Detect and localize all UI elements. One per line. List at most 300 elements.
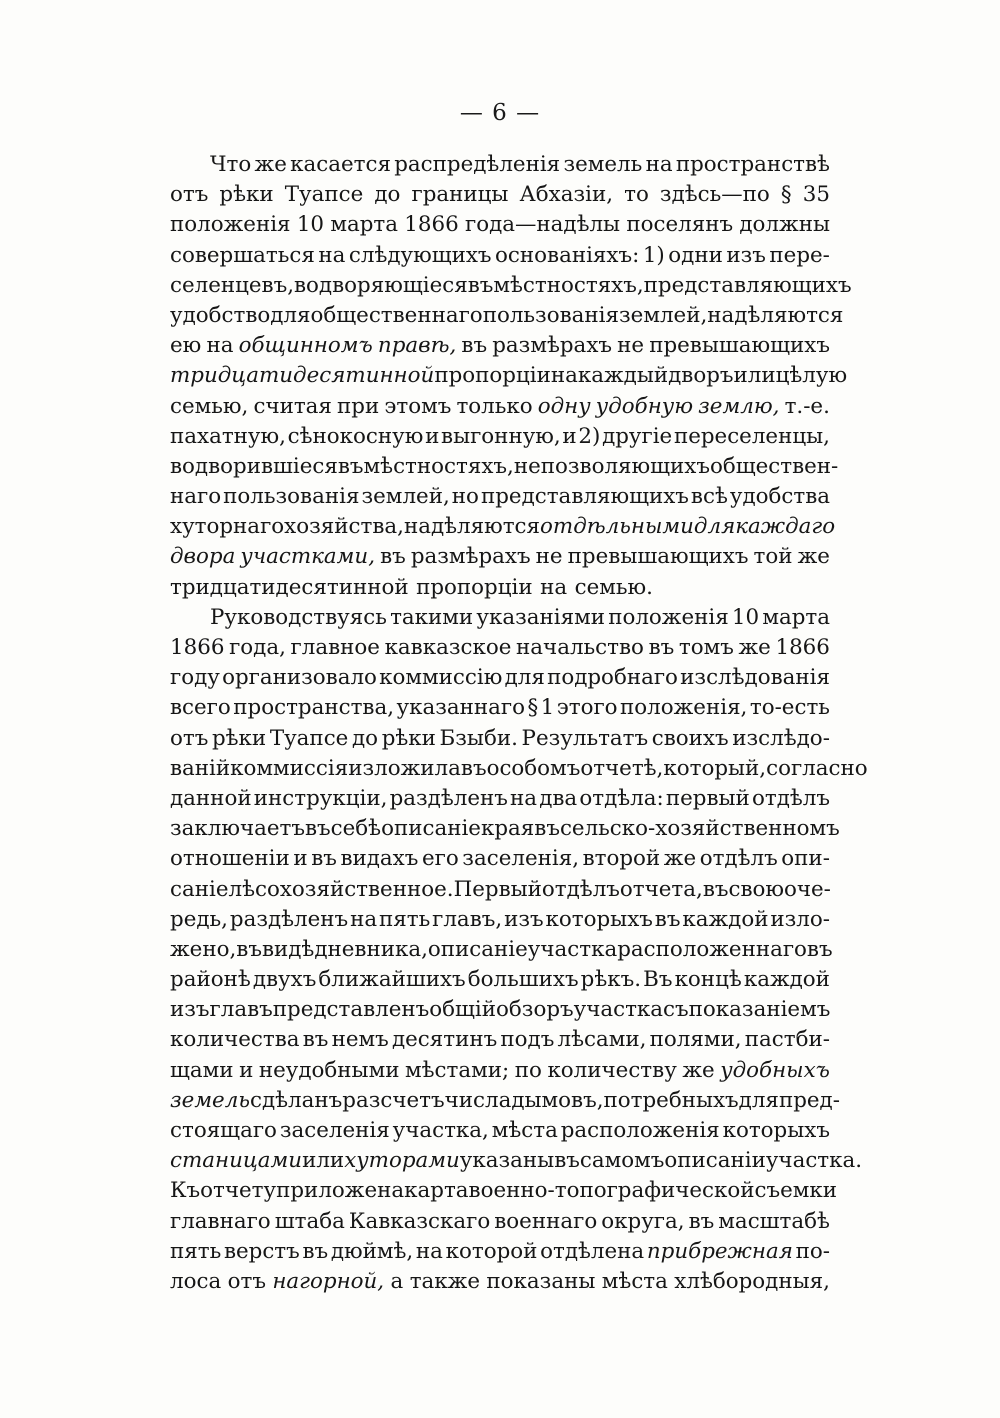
- word: и: [425, 423, 440, 449]
- word: Руководствуясь: [210, 604, 387, 630]
- body-text: [170, 150, 868, 1297]
- word: концѣ: [674, 967, 742, 993]
- word: видѣ: [261, 936, 315, 962]
- word: края: [480, 816, 535, 842]
- word: поселянъ: [626, 212, 734, 238]
- word: десятинъ: [391, 1027, 498, 1053]
- word: заключаетъ: [170, 816, 305, 842]
- word: пользованія: [223, 484, 360, 510]
- word: совершаться: [170, 242, 315, 268]
- word: 1866: [170, 635, 225, 660]
- word: въ: [302, 1027, 329, 1053]
- word: Въ: [643, 967, 673, 993]
- word: дымовъ,: [511, 1087, 604, 1113]
- word: стоящаго: [170, 1118, 277, 1143]
- word: въ: [302, 1238, 329, 1264]
- word: въ: [702, 876, 729, 902]
- word: другіе: [602, 423, 673, 449]
- word: сѣнокосную: [287, 423, 424, 449]
- word: Результатъ: [521, 725, 649, 751]
- word: Кавказскаго: [348, 1208, 491, 1234]
- text-line: [170, 1025, 830, 1055]
- word: Что: [210, 152, 252, 177]
- word: пред-: [778, 1087, 840, 1113]
- word: мѣста: [491, 1118, 558, 1143]
- italic-word: прибрежная: [646, 1238, 793, 1264]
- word: первый: [665, 785, 750, 811]
- word: въ: [654, 906, 681, 932]
- word: то-есть: [749, 695, 830, 721]
- text-line: [170, 422, 830, 452]
- word: общественнаго: [310, 302, 483, 328]
- text-line: [170, 844, 830, 874]
- word: году: [170, 665, 220, 691]
- word: на: [510, 785, 538, 811]
- word: выгонную,: [441, 423, 561, 449]
- text-line: [170, 875, 830, 905]
- word: Первый: [453, 876, 542, 902]
- word: ближайшихъ: [318, 967, 466, 993]
- text-line: [170, 241, 830, 271]
- word: основаніяхъ:: [495, 242, 640, 268]
- word: размѣрахъ: [410, 544, 531, 570]
- word: марта: [330, 212, 398, 238]
- word: два: [539, 785, 578, 811]
- word: этомъ: [384, 393, 452, 419]
- word: надѣляются: [707, 302, 844, 328]
- word: водворяющіеся: [294, 272, 468, 298]
- word: пользованія: [482, 302, 619, 328]
- word: въ: [688, 1208, 715, 1234]
- italic-word: общинномъ: [238, 333, 373, 359]
- word: считая: [253, 393, 332, 419]
- word: также: [409, 1268, 480, 1294]
- word: пере-: [769, 242, 830, 268]
- word: водворившіеся: [170, 453, 338, 479]
- word: Къ: [170, 1178, 201, 1204]
- word: мѣста: [601, 1268, 668, 1294]
- word: и: [239, 1057, 254, 1083]
- text-line: [170, 210, 830, 240]
- word: мѣстностяхъ,: [493, 272, 644, 298]
- word: опи-: [781, 846, 830, 872]
- word: на: [415, 1238, 443, 1264]
- word: себѣ: [330, 816, 382, 842]
- word: особомъ: [486, 755, 581, 781]
- word: 10: [731, 604, 760, 630]
- word: въ: [554, 1148, 580, 1174]
- word: подробнаго: [547, 665, 678, 691]
- word: потребныхъ: [603, 1087, 739, 1113]
- word: Абхазіи,: [519, 182, 614, 208]
- word: рѣки: [211, 725, 267, 751]
- word: начальство: [516, 635, 644, 660]
- word: но: [451, 484, 479, 510]
- word: пространствѣ: [675, 152, 830, 177]
- word: изслѣдованія: [680, 665, 830, 691]
- word: ваній: [170, 755, 231, 781]
- word: 35: [802, 182, 830, 208]
- text-line: [170, 905, 830, 935]
- word: участка.: [765, 1148, 863, 1174]
- word: участка: [573, 997, 664, 1023]
- text-line: [170, 1116, 830, 1146]
- text-line: [170, 1237, 830, 1267]
- word: Туапсе: [269, 725, 349, 751]
- italic-word: отдѣльными: [540, 514, 694, 540]
- word: мѣстами;: [405, 1057, 510, 1083]
- word: коммиссію: [379, 665, 503, 691]
- word: редь,: [170, 906, 228, 932]
- word: только: [456, 393, 533, 419]
- word: отдѣлена: [540, 1238, 645, 1264]
- italic-word: для: [693, 514, 736, 540]
- word: марта: [762, 604, 830, 630]
- word: пропорціи: [416, 574, 533, 600]
- word: которыхъ: [545, 906, 653, 932]
- text-line: [170, 1056, 830, 1086]
- word: на: [206, 333, 234, 359]
- italic-word: хуторами: [344, 1148, 460, 1174]
- word: изложила: [348, 755, 461, 781]
- word: касается: [290, 152, 391, 177]
- word: изъ: [726, 242, 766, 268]
- word: полями,: [649, 1027, 742, 1053]
- italic-word: станицами: [170, 1148, 303, 1174]
- word: на: [540, 574, 568, 600]
- word: указаны: [459, 1148, 555, 1174]
- word: той: [753, 544, 793, 570]
- word: главъ: [209, 997, 273, 1023]
- word: отдѣлъ: [541, 876, 620, 902]
- word: показаніемъ: [688, 997, 831, 1023]
- word: представленъ: [272, 997, 430, 1023]
- word: кавказское: [384, 635, 512, 660]
- word: каждой: [682, 906, 769, 932]
- text-line: [170, 633, 830, 663]
- word: большихъ: [467, 967, 579, 993]
- word: отчета,: [619, 876, 703, 902]
- italic-word: нагорной,: [272, 1268, 385, 1294]
- word: здѣсь—по: [659, 182, 770, 208]
- word: отъ: [170, 725, 209, 751]
- word: своихъ: [651, 725, 729, 751]
- word: указаніями: [476, 604, 605, 630]
- word: отчетѣ,: [580, 755, 664, 781]
- word: положенія: [170, 212, 291, 238]
- word: рѣки: [219, 182, 274, 208]
- word: двухъ: [252, 967, 317, 993]
- italic-word: одну: [537, 393, 591, 419]
- word: 2): [578, 423, 601, 449]
- word: же: [797, 544, 830, 570]
- word: пространства,: [233, 695, 395, 721]
- word: до: [374, 182, 401, 208]
- word: участка,: [392, 1118, 489, 1143]
- text-line: [170, 1267, 830, 1297]
- word: на: [645, 152, 673, 177]
- word: же: [663, 846, 697, 872]
- text-line: [170, 754, 868, 784]
- word: расположенія: [560, 1118, 720, 1143]
- word: для: [738, 1087, 779, 1113]
- word: тридцатидесятинной: [170, 574, 409, 600]
- word: числа: [444, 1087, 512, 1113]
- word: описаніе: [381, 816, 481, 842]
- word: всѣ: [690, 484, 728, 510]
- word: положенія,: [620, 695, 748, 721]
- text-line: [170, 1086, 840, 1116]
- word: одни: [668, 242, 723, 268]
- word: превышающихъ: [567, 544, 749, 570]
- word: наго: [170, 484, 222, 510]
- word: въ: [311, 846, 337, 872]
- word: Бзыби.: [439, 725, 518, 751]
- word: землей,: [361, 484, 450, 510]
- word: семью,: [170, 393, 249, 419]
- word: отдѣлъ: [699, 846, 778, 872]
- word: количеству: [547, 1057, 677, 1083]
- word: томъ: [678, 635, 734, 660]
- word: штаба: [274, 1208, 345, 1234]
- word: пять: [170, 1238, 222, 1264]
- italic-word: двора: [170, 544, 236, 570]
- text-line: [170, 1176, 838, 1206]
- word: хуторнаго: [170, 514, 285, 540]
- word: показаны: [486, 1268, 596, 1294]
- word: удобства: [729, 484, 830, 510]
- word: при: [337, 393, 380, 419]
- word: изслѣдо-: [732, 725, 830, 751]
- word: инструкціи,: [253, 785, 388, 811]
- word: лѣсами,: [557, 1027, 647, 1053]
- word: дюймѣ,: [330, 1238, 414, 1264]
- word: подъ: [500, 1027, 555, 1053]
- word: организовало: [222, 665, 377, 691]
- word: семью.: [574, 574, 653, 600]
- word: 1866: [404, 212, 459, 238]
- italic-word: удобныхъ: [720, 1057, 830, 1083]
- word: которыхъ: [722, 1118, 830, 1143]
- word: каждой: [743, 967, 830, 993]
- word: военнаго: [494, 1208, 598, 1234]
- word: въ: [305, 816, 331, 842]
- word: видахъ: [340, 846, 419, 872]
- text-line: [170, 150, 830, 180]
- word: по: [514, 1057, 542, 1083]
- word: землей,: [619, 302, 708, 328]
- word: ею: [170, 333, 202, 359]
- word: изъ: [170, 997, 210, 1023]
- word: съ: [663, 997, 689, 1023]
- word: или: [302, 1148, 345, 1174]
- word: пять: [379, 906, 431, 932]
- word: отъ: [227, 1268, 266, 1294]
- word: въ: [461, 333, 488, 359]
- word: главъ,: [432, 906, 503, 932]
- word: въ: [236, 936, 262, 962]
- word: размѣрахъ: [492, 333, 612, 359]
- word: участка: [527, 936, 618, 962]
- word: количества: [170, 1027, 300, 1053]
- word: сельско-хозяйственномъ: [559, 816, 840, 842]
- text-line: [170, 512, 836, 542]
- text-line: [170, 1207, 830, 1237]
- word: Туапсе: [284, 182, 364, 208]
- word: сдѣланъ: [250, 1087, 343, 1113]
- text-line: [170, 965, 830, 995]
- word: щами: [170, 1057, 234, 1083]
- word: года,: [229, 635, 286, 660]
- word: лоса: [170, 1268, 222, 1294]
- word: мѣстностяхъ,: [363, 453, 514, 479]
- text-line: [170, 603, 830, 633]
- italic-word: участками,: [240, 544, 375, 570]
- word: 1): [642, 242, 665, 268]
- word: же: [254, 152, 287, 177]
- word: неудобными: [258, 1057, 400, 1083]
- word: 1: [540, 695, 555, 721]
- word: изъ: [504, 906, 544, 932]
- word: рѣки: [381, 725, 436, 751]
- text-line: [170, 1146, 863, 1176]
- text-line: [170, 361, 848, 391]
- word: земель: [563, 152, 643, 177]
- word: пахатную,: [170, 423, 286, 449]
- word: всего: [170, 695, 231, 721]
- word: или: [733, 363, 776, 389]
- text-line: [170, 784, 830, 814]
- word: удобство: [170, 302, 271, 328]
- word: верстъ: [223, 1238, 300, 1264]
- word: отдѣлъ: [751, 785, 830, 811]
- text-line: [170, 452, 839, 482]
- word: изло-: [770, 906, 830, 932]
- word: которой: [445, 1238, 538, 1264]
- word: разсчетъ: [342, 1087, 445, 1113]
- word: раздѣленъ: [389, 785, 508, 811]
- word: такими: [390, 604, 474, 630]
- word: распредѣленія: [394, 152, 561, 177]
- word: года—надѣлы: [464, 212, 621, 238]
- word: описаніе: [427, 936, 528, 962]
- word: съемки: [754, 1178, 838, 1204]
- word: хлѣбородныя,: [674, 1268, 830, 1294]
- text-line: [170, 663, 830, 693]
- text-line: [170, 542, 830, 572]
- word: границы: [411, 182, 509, 208]
- text-line: [170, 935, 833, 965]
- word: самомъ: [579, 1148, 665, 1174]
- word: отдѣла:: [579, 785, 664, 811]
- word: свою: [728, 876, 784, 902]
- word: положенія: [608, 604, 729, 630]
- word: военно-топографической: [468, 1178, 755, 1204]
- page-number: — 6 —: [459, 100, 541, 126]
- word: приложена: [276, 1178, 405, 1204]
- word: слѣдующихъ: [348, 242, 492, 268]
- text-line: [170, 392, 830, 422]
- word: этого: [556, 695, 618, 721]
- text-line: [170, 573, 830, 603]
- word: не: [617, 333, 645, 359]
- word: въ: [380, 544, 406, 570]
- word: карта: [404, 1178, 469, 1204]
- text-line: [170, 271, 852, 301]
- word: обзоръ: [496, 997, 574, 1023]
- word: отношеніи: [170, 846, 290, 872]
- word: надѣляются: [403, 514, 541, 540]
- word: позволяющихъ: [540, 453, 710, 479]
- word: немъ: [331, 1027, 389, 1053]
- italic-word: удобную: [595, 393, 694, 419]
- word: заселенія,: [462, 846, 579, 872]
- word: отъ: [170, 182, 209, 208]
- word: округа,: [601, 1208, 685, 1234]
- text-line: [170, 724, 830, 754]
- word: до: [351, 725, 379, 751]
- word: §: [527, 695, 539, 721]
- italic-word: тридцатидесятинной: [170, 363, 435, 389]
- word: лѣсохозяйственное.: [228, 876, 454, 902]
- word: же: [682, 1057, 715, 1083]
- word: указаннаго: [396, 695, 525, 721]
- word: заселенія: [279, 1118, 390, 1143]
- word: саніе: [170, 876, 229, 902]
- word: т.-е.: [784, 393, 830, 419]
- text-line: [170, 995, 830, 1025]
- word: на: [350, 906, 378, 932]
- italic-word: земель: [170, 1087, 250, 1113]
- word: жено,: [170, 936, 237, 962]
- word: для: [504, 665, 545, 691]
- word: коммиссія: [230, 755, 349, 781]
- word: масштабѣ: [718, 1208, 830, 1234]
- word: согласно: [766, 755, 868, 781]
- word: переселенцы,: [673, 423, 830, 449]
- word: по-: [795, 1238, 830, 1264]
- word: второй: [582, 846, 661, 872]
- word: въ: [806, 936, 833, 962]
- text-line: [170, 331, 830, 361]
- word: на: [318, 242, 346, 268]
- word: отчету: [200, 1178, 277, 1204]
- italic-word: землю,: [698, 393, 780, 419]
- word: въ: [648, 635, 675, 660]
- word: пастби-: [744, 1027, 830, 1053]
- text-line: [170, 180, 830, 210]
- word: селенцевъ,: [170, 272, 295, 298]
- word: хозяйства,: [284, 514, 404, 540]
- word: его: [421, 846, 459, 872]
- text-line: [170, 693, 830, 723]
- word: должны: [739, 212, 830, 238]
- word: для: [270, 302, 311, 328]
- word: не: [513, 453, 541, 479]
- word: въ: [467, 272, 494, 298]
- text-line: [170, 482, 830, 512]
- word: въ: [460, 755, 487, 781]
- word: дворъ: [668, 363, 734, 389]
- word: же: [738, 635, 771, 660]
- word: главнаго: [170, 1208, 271, 1234]
- word: главное: [290, 635, 380, 660]
- word: 1866: [775, 635, 830, 660]
- word: въ: [337, 453, 364, 479]
- word: представляющихъ: [643, 272, 852, 298]
- word: представляющихъ: [480, 484, 689, 510]
- word: каждый: [577, 363, 669, 389]
